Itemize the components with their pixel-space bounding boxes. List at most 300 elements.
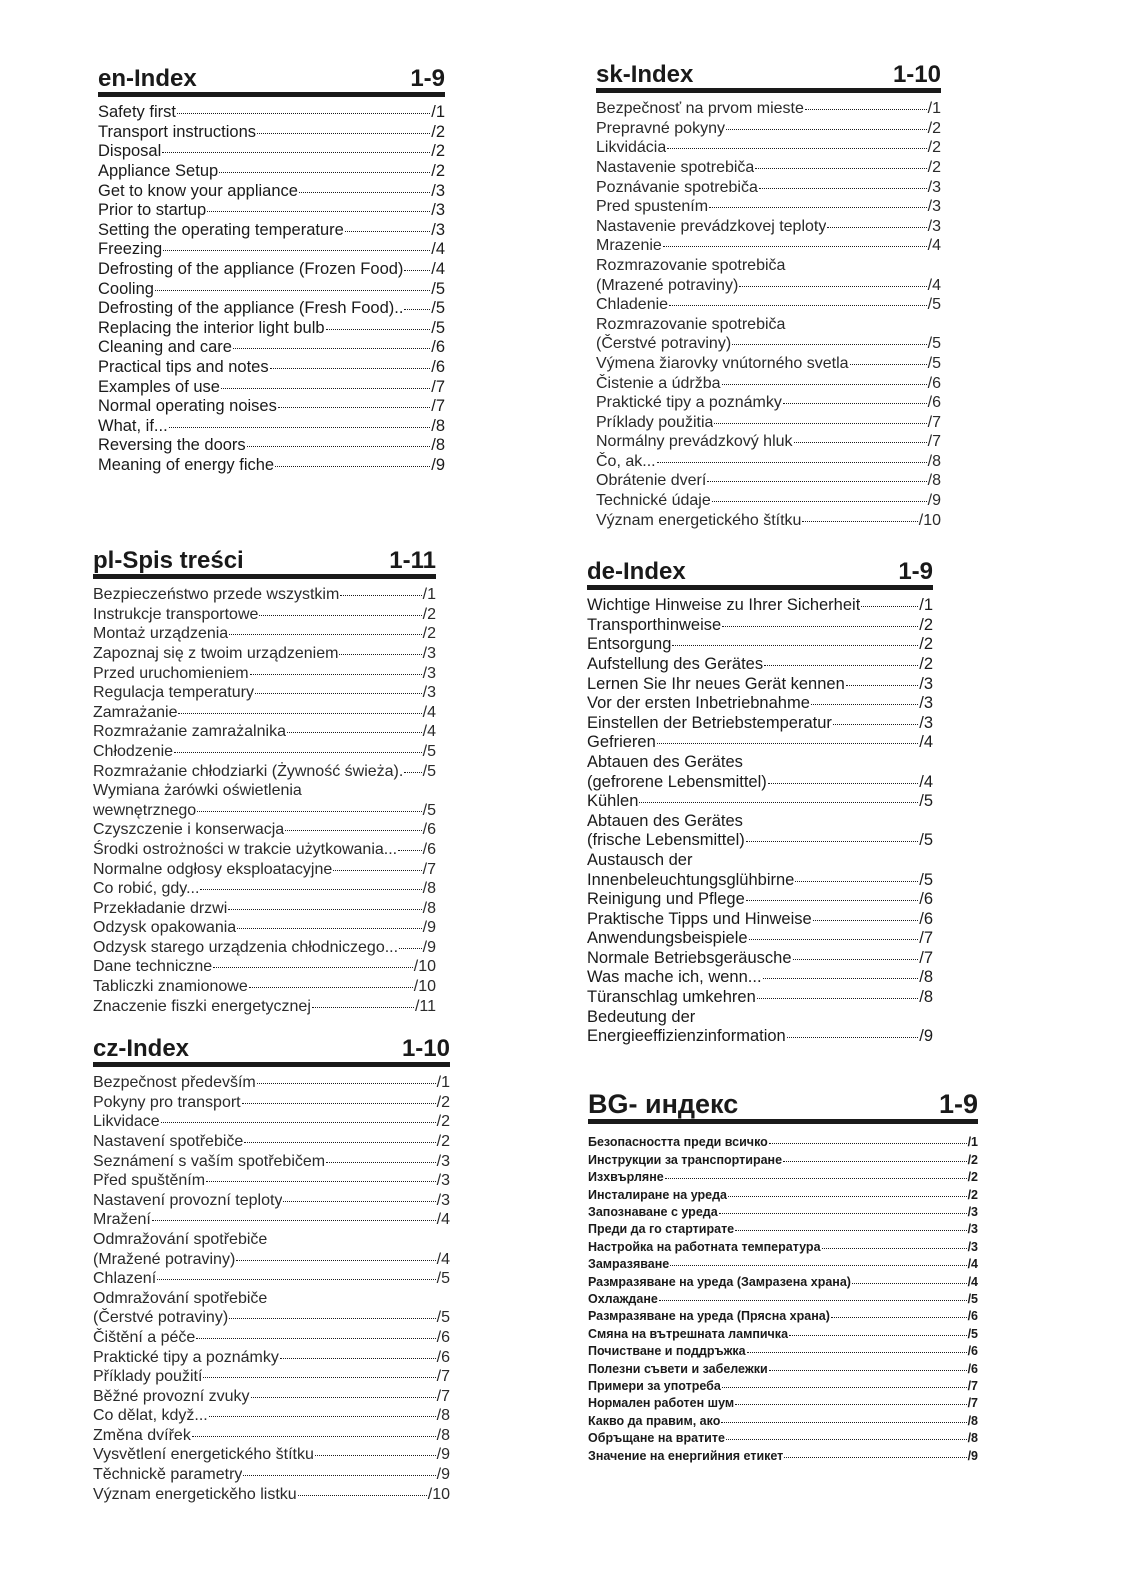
toc-entry-page: /2 (967, 1170, 978, 1185)
toc-entry-label: Какво да правим, ако (588, 1413, 721, 1428)
toc-entry (93, 703, 436, 723)
toc-entry-page: /3 (431, 181, 445, 200)
toc-entries (587, 596, 933, 1047)
dot-leader (749, 939, 919, 940)
dot-leader (152, 1220, 436, 1221)
dot-leader (312, 1007, 414, 1008)
dot-leader (174, 752, 422, 753)
toc-entry-label: Изхвърляне (588, 1170, 664, 1185)
toc-entry-label: Běžné provozní zvuky (93, 1387, 250, 1405)
dot-leader (721, 1422, 966, 1423)
toc-entry-label: Reinigung und Pflege (587, 890, 745, 909)
toc-entry-page: /6 (919, 890, 933, 909)
toc-entry-label: Meaning of energy fiche (98, 455, 275, 474)
toc-entry-label: Bezpečnosť na prvom mieste (596, 100, 804, 118)
toc-entry-label: Freezing (98, 240, 163, 259)
toc-entry-page: /5 (919, 870, 933, 889)
toc-entry-label: Čo, ak... (596, 452, 656, 470)
toc-entry-page: /3 (422, 664, 436, 682)
toc-entry-page: /2 (919, 635, 933, 654)
toc-entry (93, 1191, 450, 1211)
toc-entry (588, 1326, 978, 1343)
dot-leader (315, 1455, 436, 1456)
toc-entry-label: Примери за употреба (588, 1379, 721, 1394)
dot-leader (833, 724, 918, 725)
toc-entry-label: Practical tips and notes (98, 357, 269, 376)
toc-entry-page: /4 (436, 1250, 450, 1268)
toc-entry-page: /6 (436, 1328, 450, 1346)
toc-entry (93, 683, 436, 703)
toc-entry-label: Prepravné pokyny (596, 119, 725, 137)
dot-leader (340, 595, 421, 596)
toc-entry-label: (Mrazené potraviny) (596, 276, 739, 294)
toc-entry (98, 142, 445, 162)
toc-entry-label: Anwendungsbeispiele (587, 929, 748, 948)
toc-entry (588, 1152, 978, 1169)
toc-entry-label: Normalne odgłosy eksploatacyjne (93, 860, 333, 878)
toc-entry-page: /6 (967, 1344, 978, 1359)
dot-leader (298, 1495, 427, 1496)
toc-entry-page: /3 (967, 1204, 978, 1219)
toc-entry-label: Полезни съвети и забележки (588, 1361, 768, 1376)
dot-leader (155, 290, 430, 291)
toc-entry-page: /7 (967, 1396, 978, 1411)
toc-entry-label: Změna dvířek (93, 1426, 191, 1444)
toc-entry-label: Likvidácia (596, 139, 667, 157)
dot-leader (663, 246, 927, 247)
toc-entry-label: Инструкции за транспортиране (588, 1152, 783, 1167)
dot-leader (161, 1122, 436, 1123)
dot-leader (221, 388, 430, 389)
toc-entry-label: Czyszczenie i konserwacja (93, 821, 285, 839)
toc-entry-page: /2 (431, 161, 445, 180)
toc-entry (587, 968, 933, 988)
toc-entry-label: Seznámení s vaším spotřebičem (93, 1152, 326, 1170)
toc-entry (93, 644, 436, 664)
toc-entry (93, 585, 436, 605)
toc-entry-page: /8 (431, 416, 445, 435)
toc-entry (596, 276, 941, 296)
toc-entry-page: /9 (967, 1448, 978, 1463)
dot-leader (163, 250, 430, 251)
toc-entry-label: Nastavenie prevádzkovej teploty (596, 217, 827, 235)
toc-entry (588, 1134, 978, 1151)
toc-entry-label: Čistenie a údržba (596, 374, 721, 392)
toc-entry-page: /7 (927, 413, 941, 431)
toc-entry-page: /3 (927, 217, 941, 235)
toc-entry-label: Regulacja temperatury (93, 684, 254, 702)
toc-entry (98, 378, 445, 398)
toc-entry (587, 1027, 933, 1047)
toc-entry (98, 280, 445, 300)
toc-entry-label: Pred spustením (596, 198, 709, 216)
toc-entry-label: Türanschlag umkehren (587, 988, 756, 1007)
toc-entry-page: /7 (436, 1368, 450, 1386)
toc-entry-label: (gefrorene Lebensmittel) (587, 772, 767, 791)
toc-entry-page: /8 (431, 436, 445, 455)
dot-leader (861, 606, 918, 607)
dot-leader (746, 900, 918, 901)
toc-entry (587, 1008, 933, 1028)
toc-entry-label: Обръщане на вратите (588, 1431, 725, 1446)
toc-entry (93, 762, 436, 782)
toc-entry (93, 1308, 450, 1328)
dot-leader (236, 1260, 435, 1261)
toc-entry-label: Těchnickě parametry (93, 1466, 243, 1484)
toc-entry-page: /3 (967, 1222, 978, 1237)
toc-entry (93, 722, 436, 742)
index-section-bg (588, 1090, 978, 1465)
toc-entry (596, 256, 941, 276)
dot-leader (757, 998, 918, 999)
toc-entry (93, 1426, 450, 1446)
toc-entry-page: /6 (967, 1309, 978, 1324)
toc-entry-label: Запознаване с уреда (588, 1204, 718, 1219)
toc-entry-page: /7 (919, 929, 933, 948)
toc-entry (596, 491, 941, 511)
dot-leader (257, 133, 430, 134)
toc-entry (93, 781, 436, 801)
toc-entry (596, 471, 941, 491)
toc-entry (596, 138, 941, 158)
toc-entry-page: /8 (422, 899, 436, 917)
dot-leader (398, 850, 422, 851)
toc-entry-label: Čištění a péče (93, 1328, 196, 1346)
toc-entry-label: Príklady použitia (596, 413, 714, 431)
dot-leader (255, 693, 422, 694)
dot-leader (345, 231, 430, 232)
toc-entry-label: Mražení (93, 1211, 151, 1229)
toc-entry-page: /3 (436, 1152, 450, 1170)
toc-entry-page: /1 (422, 586, 436, 604)
dot-leader (726, 1439, 967, 1440)
toc-entry-page: /3 (919, 713, 933, 732)
toc-entry-page: /2 (436, 1113, 450, 1131)
dot-leader (735, 1404, 966, 1405)
toc-entry (588, 1221, 978, 1238)
toc-entry (93, 742, 436, 762)
dot-leader (196, 1338, 435, 1339)
toc-entry-page: /4 (927, 276, 941, 294)
section-header (93, 548, 436, 579)
toc-entry-page: /10 (413, 958, 436, 976)
toc-entry (93, 1406, 450, 1426)
toc-entry-label: Význam energetického štítku (596, 511, 802, 529)
toc-entry-label: Wichtige Hinweise zu Ihrer Sicherheit (587, 596, 861, 615)
toc-entry-page: /4 (431, 259, 445, 278)
toc-entry (587, 596, 933, 616)
dot-leader (404, 772, 421, 773)
dot-leader (726, 129, 927, 130)
toc-entry (93, 1112, 450, 1132)
toc-entry-label: Nastavení provozní teploty (93, 1191, 283, 1209)
dot-leader (672, 645, 918, 646)
toc-entry-page: /5 (422, 762, 436, 780)
dot-leader (670, 1265, 966, 1266)
toc-entry (93, 1073, 450, 1093)
toc-entry-page: /5 (436, 1270, 450, 1288)
dot-leader (768, 783, 918, 784)
toc-entry-page: /9 (422, 919, 436, 937)
toc-entry (98, 103, 445, 123)
toc-entry-page: /3 (927, 198, 941, 216)
dot-leader (707, 481, 926, 482)
toc-entry-label: Prior to startup (98, 201, 207, 220)
toc-entry (587, 753, 933, 773)
toc-entry-page: /10 (413, 978, 436, 996)
toc-entry (93, 1485, 450, 1505)
toc-entry-label: Vysvětlení energetického štítku (93, 1446, 314, 1464)
toc-entry (588, 1204, 978, 1221)
toc-entry-page: /2 (422, 605, 436, 623)
toc-entry-label: Размразяване на уреда (Прясна храна) (588, 1309, 830, 1324)
toc-entry-label: Abtauen des Gerätes (587, 752, 743, 771)
toc-entry-label: Pokyny pro transport (93, 1093, 241, 1111)
toc-entry (93, 1367, 450, 1387)
toc-entry-label: Dane techniczne (93, 958, 213, 976)
toc-entry (588, 1169, 978, 1186)
dot-leader (763, 978, 919, 979)
dot-leader (719, 1213, 967, 1214)
toc-entry-label: Normal operating noises (98, 397, 277, 416)
section-title: en-Index (98, 65, 197, 92)
toc-entry-label: (Čerstvé potraviny) (93, 1309, 229, 1327)
toc-entry-label: Настройка на работната температура (588, 1239, 821, 1254)
dot-leader (178, 713, 421, 714)
section-title: pl-Spis treści (93, 547, 244, 574)
toc-entry (588, 1430, 978, 1447)
toc-entry (93, 1152, 450, 1172)
toc-entry (587, 733, 933, 753)
dot-leader (657, 462, 927, 463)
toc-entries (588, 1134, 978, 1465)
section-page-range: 1-9 (898, 558, 933, 585)
toc-entry-page: /1 (927, 100, 941, 118)
toc-entry-label: (frische Lebensmittel) (587, 831, 745, 850)
section-page-range: 1-10 (892, 61, 941, 88)
toc-entry-label: Смяна на вътрешната лампичка (588, 1326, 789, 1341)
toc-entry-label: Defrosting of the appliance (Frozen Food) (98, 259, 404, 278)
toc-entry-label: Zamrażanie (93, 703, 178, 721)
toc-entry (98, 456, 445, 476)
toc-entry-page: /2 (436, 1093, 450, 1111)
toc-entry-page: /9 (436, 1446, 450, 1464)
toc-entry (596, 315, 941, 335)
toc-entry-page: /8 (436, 1407, 450, 1425)
toc-entry-page: /6 (919, 909, 933, 928)
dot-leader (177, 113, 430, 114)
toc-entry (587, 871, 933, 891)
toc-entry-label: Znaczenie fiszki energetycznej (93, 997, 311, 1015)
toc-entry-page: /2 (967, 1187, 978, 1202)
toc-entry-label: Co robić, gdy... (93, 880, 200, 898)
toc-entry-label: Před spuštěním (93, 1172, 206, 1190)
toc-entry (596, 413, 941, 433)
toc-entry-page: /9 (422, 938, 436, 956)
toc-entry (93, 1171, 450, 1191)
dot-leader (242, 1103, 436, 1104)
toc-entry-page: /6 (436, 1348, 450, 1366)
toc-entry-label: Obrátenie dverí (596, 472, 707, 490)
toc-entry (587, 694, 933, 714)
toc-entry-label: Охлаждане (588, 1292, 658, 1306)
toc-entry-label: Rozmrazovanie spotrebiča (596, 256, 786, 274)
toc-entry-page: /5 (927, 354, 941, 372)
dot-leader (243, 1475, 435, 1476)
toc-entry (98, 436, 445, 456)
section-header (93, 1036, 450, 1067)
dot-leader (793, 959, 919, 960)
section-page-range: 1-11 (389, 547, 436, 574)
toc-entry-page: /2 (927, 119, 941, 137)
toc-entry (93, 1250, 450, 1270)
toc-entry-page: /4 (919, 733, 933, 752)
dot-leader (665, 1178, 967, 1179)
toc-entry-page: /4 (436, 1211, 450, 1229)
dot-leader (722, 384, 927, 385)
toc-entry-page: /2 (967, 1152, 978, 1167)
toc-entry-page: /1 (431, 103, 445, 122)
toc-entries (596, 99, 941, 530)
toc-entry-label: Disposal (98, 142, 162, 161)
dot-leader (852, 1283, 967, 1284)
toc-entry (93, 1210, 450, 1230)
toc-entry (98, 162, 445, 182)
toc-entry (596, 119, 941, 139)
toc-entry (93, 1093, 450, 1113)
section-title: sk-Index (596, 61, 694, 88)
toc-entry (596, 178, 941, 198)
toc-entry (587, 910, 933, 930)
toc-entry-page: /8 (919, 968, 933, 987)
toc-entry-label: Odmražování spotřebiče (93, 1289, 268, 1307)
toc-entry (98, 358, 445, 378)
toc-entry-label: Nastavenie spotrebiča (596, 158, 755, 176)
toc-entry (93, 1289, 450, 1309)
toc-entry-label: Środki ostrożności w trakcie użytkowania... (93, 840, 398, 858)
toc-entry (596, 393, 941, 413)
dot-leader (283, 1201, 435, 1202)
toc-entry-page: /5 (919, 831, 933, 850)
toc-entry-label: Безопасността преди всичко (588, 1135, 768, 1150)
toc-entry-label: Innenbeleuchtungsglühbirne (587, 870, 795, 889)
toc-entry-page: /4 (967, 1274, 978, 1289)
dot-leader (257, 1083, 436, 1084)
dot-leader (207, 211, 430, 212)
dot-leader (802, 521, 917, 522)
toc-entry (588, 1291, 978, 1308)
dot-leader (728, 1196, 967, 1197)
dot-leader (404, 270, 430, 271)
dot-leader (206, 1181, 436, 1182)
dot-leader (789, 1335, 967, 1336)
dot-leader (805, 109, 927, 110)
toc-entry-label: Odzysk starego urządzenia chłodniczego... (93, 938, 399, 956)
toc-entry (587, 616, 933, 636)
toc-entry (587, 949, 933, 969)
section-title: cz-Index (93, 1035, 190, 1062)
dot-leader (203, 1377, 435, 1378)
toc-entry (93, 957, 436, 977)
dot-leader (162, 152, 430, 153)
toc-entry-label: Appliance Setup (98, 161, 219, 180)
toc-entry-page: /5 (431, 299, 445, 318)
dot-leader (247, 446, 431, 447)
dot-leader (278, 407, 430, 408)
toc-entry-label: Energieeffizienzinformation (587, 1027, 786, 1046)
dot-leader (339, 654, 421, 655)
section-title: BG- индекс (588, 1089, 739, 1119)
dot-leader (659, 1300, 967, 1301)
toc-entry (588, 1274, 978, 1291)
toc-entry-page: /6 (927, 394, 941, 412)
toc-entry (587, 655, 933, 675)
toc-entry-page: /3 (431, 201, 445, 220)
index-section-cz (93, 1036, 450, 1504)
toc-entry (98, 201, 445, 221)
dot-leader (251, 1397, 436, 1398)
toc-entry (93, 1348, 450, 1368)
toc-entry-label: Instrukcje transportowe (93, 605, 259, 623)
toc-entry-page: /7 (422, 860, 436, 878)
dot-leader (764, 665, 918, 666)
toc-entry-label: Technické údaje (596, 492, 711, 510)
toc-entry-page: /2 (927, 158, 941, 176)
dot-leader (237, 928, 421, 929)
dot-leader (229, 1318, 436, 1319)
toc-entry-page: /5 (422, 742, 436, 760)
toc-entry-page: /8 (927, 452, 941, 470)
toc-entry (596, 158, 941, 178)
dot-leader (813, 920, 919, 921)
toc-entry-label: Reversing the doors (98, 436, 246, 455)
toc-entry (93, 1230, 450, 1250)
toc-entry-label: What, if... (98, 416, 168, 435)
toc-entry-label: (Mražené potraviny) (93, 1250, 236, 1268)
toc-entry-page: /7 (436, 1387, 450, 1405)
toc-entry (588, 1395, 978, 1412)
dot-leader (333, 870, 421, 871)
dot-leader (404, 309, 430, 310)
toc-entry-page: /3 (919, 694, 933, 713)
toc-entry-label: Nastavení spotřebiče (93, 1132, 244, 1150)
dot-leader (270, 368, 431, 369)
toc-entry-page: /4 (927, 237, 941, 255)
toc-entry-page: /5 (967, 1292, 978, 1306)
toc-entry (98, 417, 445, 437)
dot-leader (669, 305, 927, 306)
toc-entry (596, 334, 941, 354)
dot-leader (822, 1248, 967, 1249)
toc-entry-page: /9 (919, 1027, 933, 1046)
toc-entry-page: /7 (927, 433, 941, 451)
dot-leader (769, 1370, 967, 1371)
toc-entry-label: Mrazenie (596, 237, 662, 255)
dot-leader (827, 227, 926, 228)
toc-entry (588, 1413, 978, 1430)
toc-entry-page: /6 (422, 821, 436, 839)
toc-entry-label: Transport instructions (98, 122, 257, 141)
index-section-pl (93, 548, 436, 1016)
toc-entry (596, 432, 941, 452)
dot-leader (299, 192, 430, 193)
toc-entry-page: /4 (422, 723, 436, 741)
dot-leader (169, 427, 431, 428)
toc-entry-page: /2 (927, 139, 941, 157)
toc-entry (98, 182, 445, 202)
toc-entry-label: Замразяване (588, 1257, 670, 1272)
toc-entry-page: /5 (422, 801, 436, 819)
